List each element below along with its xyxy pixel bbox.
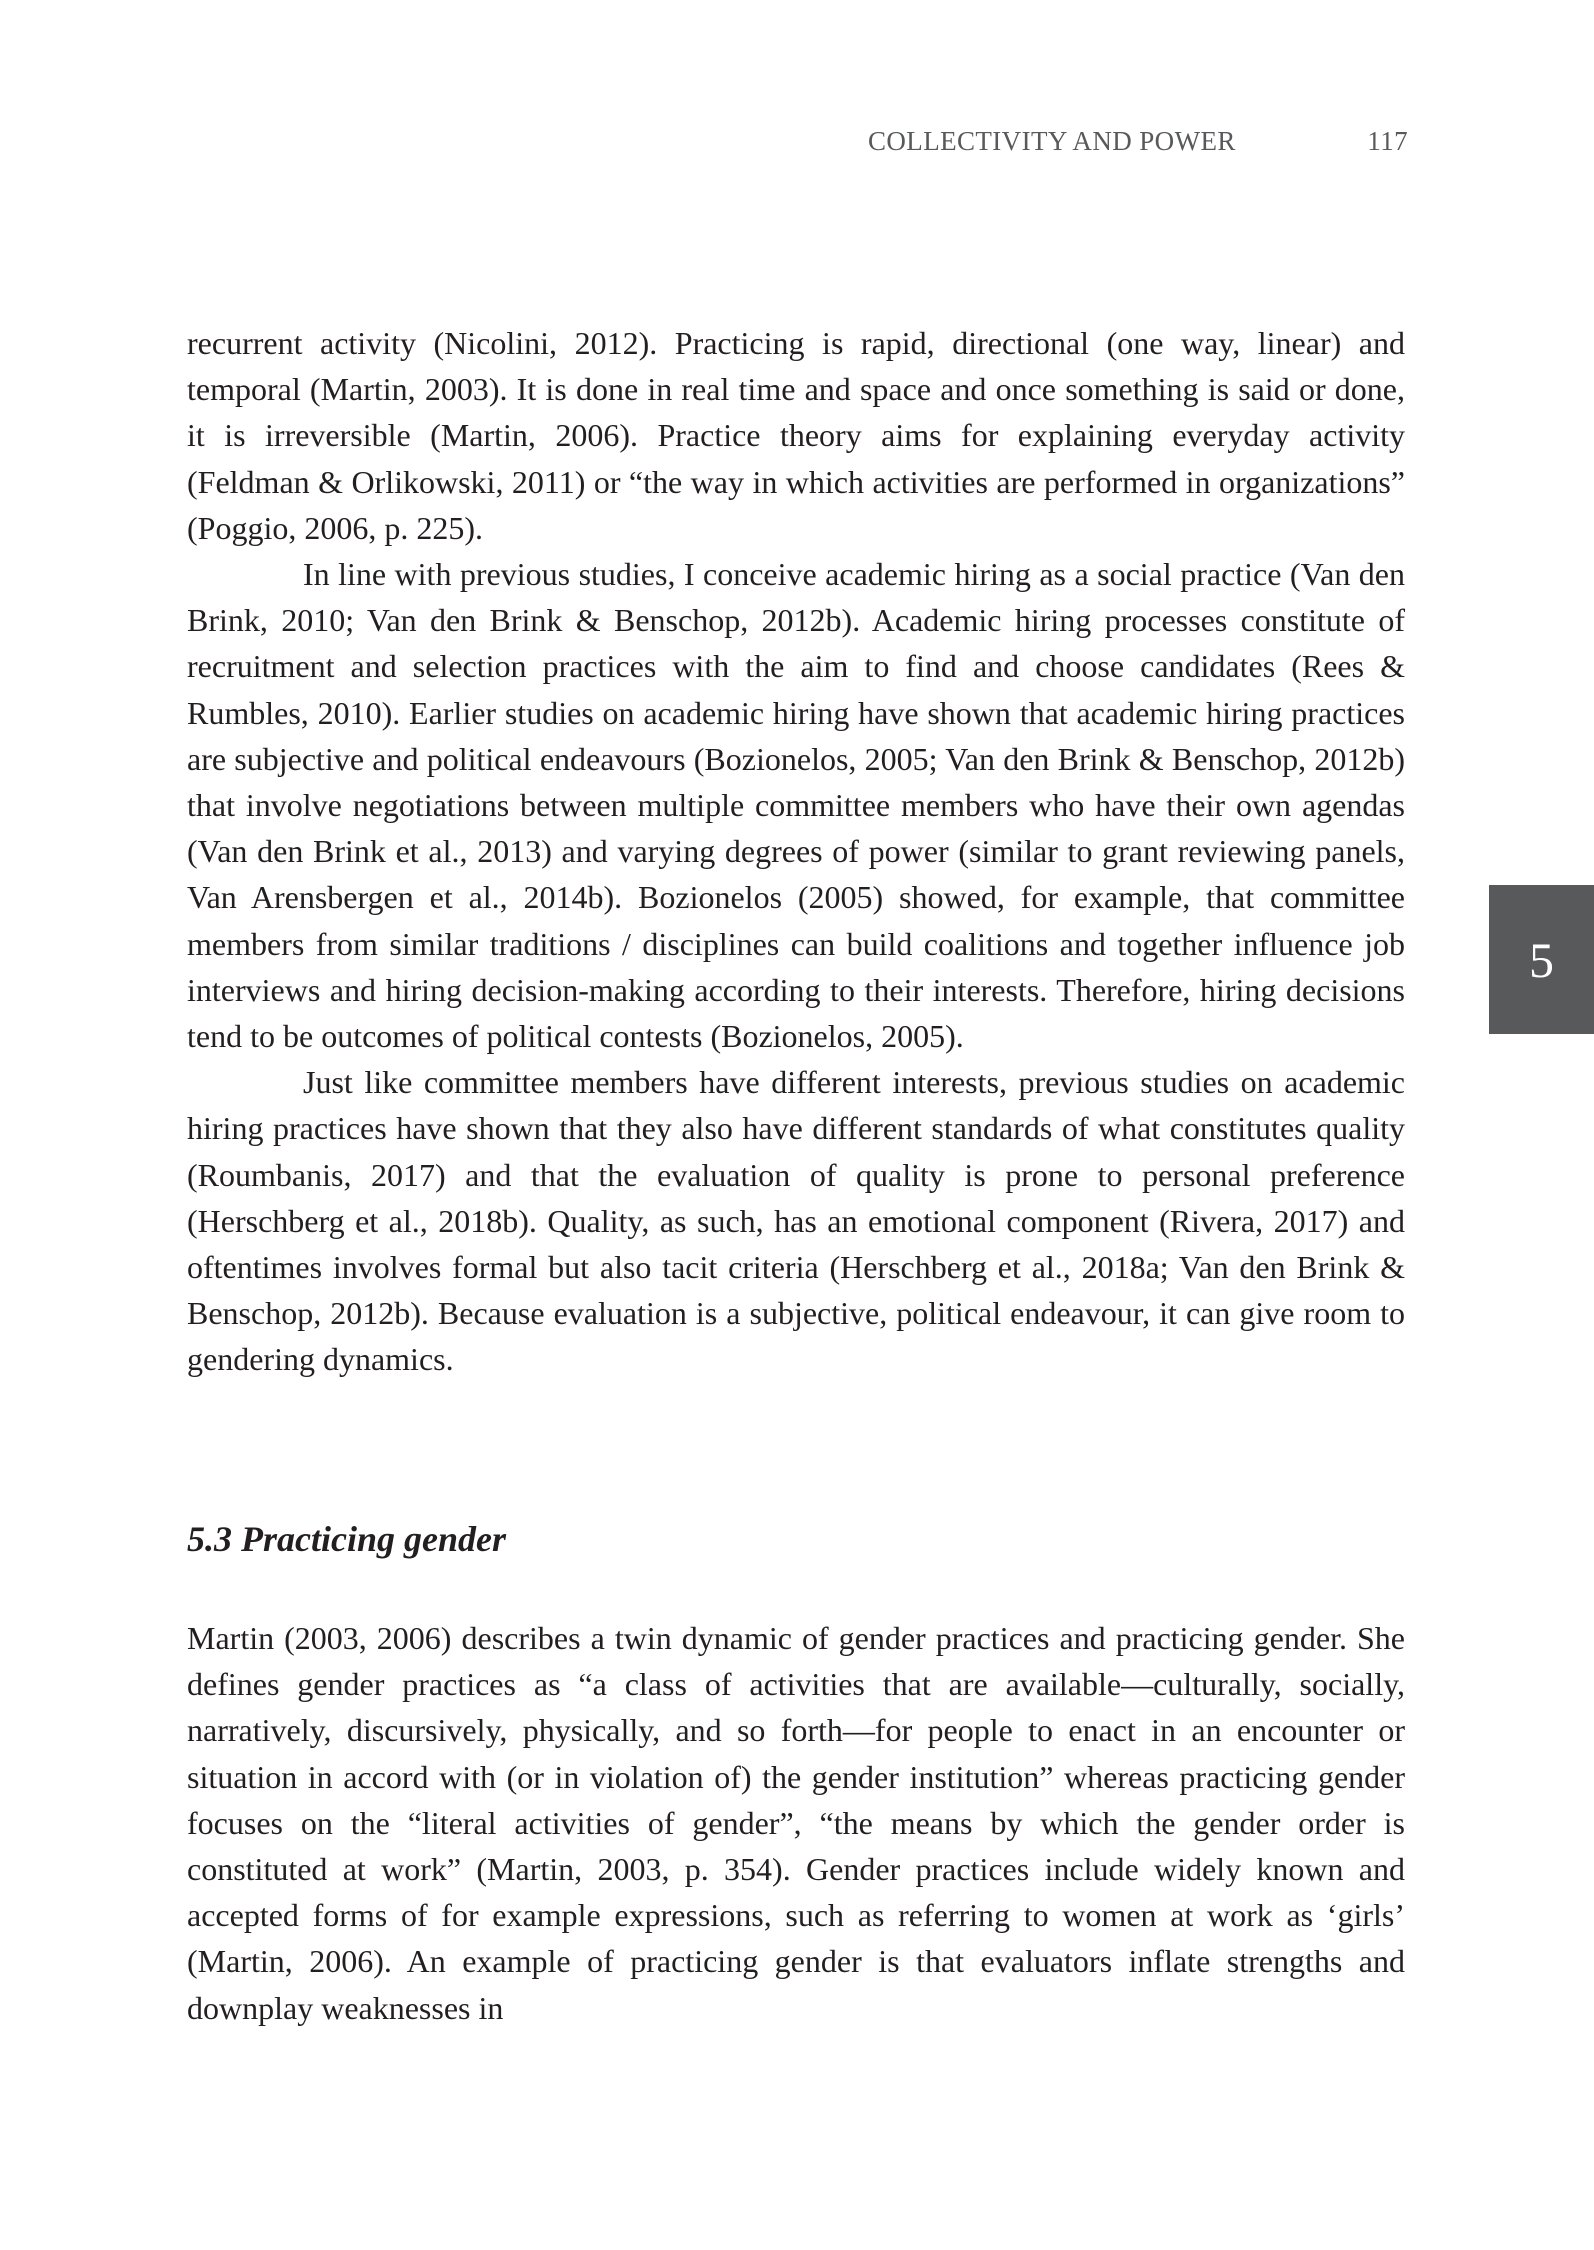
section-heading: 5.3 Practicing gender [187,1519,506,1559]
page-number: 117 [1367,126,1408,156]
body-text-after-heading [187,1615,1405,2031]
paragraph: In line with previous studies, I conceive academic hiring as a social practice (Van den Brink, 2010; Van den Brink & Benschop, 2012b). Academic hiring processes constitute of recruitment and selection practices with the aim to find and choose candidates (Rees & Rumbles, 2010). Earlier studies on academic hiring have shown that academic hiring practices are subjective and political endeavours (Bozionelos, 2005; Van den Brink & Benschop, 2012b) that involve negotiations between multiple committee members who have their own agendas (Van den Brink et al., 2013) and varying degrees of power (similar to grant reviewing panels, Van Arensbergen et al., 2014b). Bozionelos (2005) showed, for example, that committee members from similar traditions / disciplines can build coalitions and together influence job interviews and hiring decision-making according to their interests. Therefore, hiring decisions tend to be outcomes of political contests (Bozionelos, 2005). [187,556,1405,1055]
paragraph: Just like committee members have different interests, previous studies on academic hiring practices have shown that they also have different standards of what constitutes quality (Roumbanis, 2017) and that the evaluation of quality is prone to personal preference (Herschberg et al., 2018b). Quality, as such, has an emotional component (Rivera, 2017) and oftentimes involves formal but also tacit criteria (Herschberg et al., 2018a; Van den Brink & Benschop, 2012b). Because evaluation is a subjective, political endeavour, it can give room to gendering dynamics. [187,1064,1405,1378]
body-text-before-heading [187,320,1405,1383]
chapter-number: 5 [1529,931,1554,988]
paragraph: recurrent activity (Nicolini, 2012). Practicing is rapid, directional (one way, linear) and temporal (Martin, 2003). It is done in real time and space and once something is said or done, it is irreversible (Martin, 2006). Practice theory aims for explaining everyday activity (Feldman & Orlikowski, 2011) or “the way in which activities are performed in organizations” (Poggio, 2006, p. 225). [187,325,1405,546]
running-header [860,126,1408,166]
chapter-thumb-tab [1489,885,1594,1034]
paragraph: Martin (2003, 2006) describes a twin dynamic of gender practices and practicing gender. She defines gender practices as “a class of activities that are available—culturally, socially, narratively, discursively, physically, and so forth—for people to enact in an encounter or situation in accord with (or in violation of) the gender institution” whereas practicing gender focuses on the “literal activities of gender”, “the means by which the gender order is constituted at work” (Martin, 2003, p. 354). Gender practices include widely known and accepted forms of for example expressions, such as referring to women at work as ‘girls’ (Martin, 2006). An example of practicing gender is that evaluators inflate strengths and downplay weaknesses in [187,1620,1405,2026]
running-title: COLLECTIVITY AND POWER [868,126,1236,156]
